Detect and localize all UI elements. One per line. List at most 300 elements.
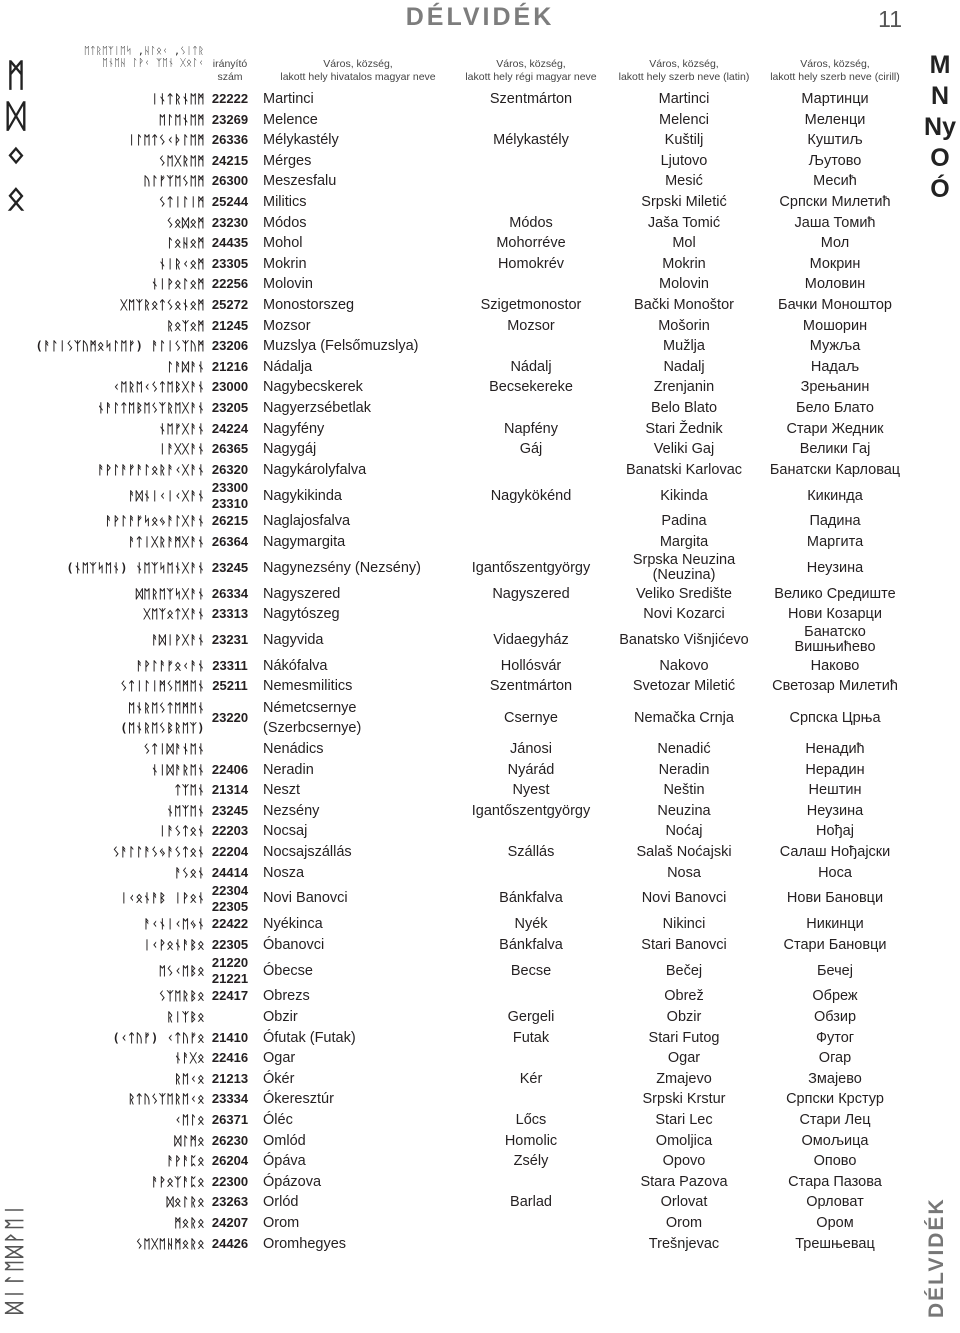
cell-zip: 23263 <box>211 1194 249 1210</box>
cell-old: Gergeli <box>507 1009 555 1026</box>
cell-rune: ᚱᛖᚲᛟ <box>174 1071 205 1086</box>
table-row <box>0 625 960 656</box>
cell-lat: Zrenjanin <box>653 379 715 396</box>
cell-cyr: Мокрин <box>809 255 861 272</box>
cell-lat: Zmajevo <box>656 1070 712 1087</box>
cell-cyr: Нештин <box>808 782 862 799</box>
cell-lat: Orlovat <box>660 1194 708 1211</box>
cell-name: Nocsaj <box>263 823 308 840</box>
cell-zip: 21216 <box>211 358 249 374</box>
cell-old: Futak <box>512 1029 550 1046</box>
table-row <box>0 377 960 398</box>
cell-zip: 26364 <box>211 534 249 550</box>
cell-cyr: Стари Жедник <box>786 420 884 437</box>
cell-rune: ᚲᛖᛚᛟ <box>174 1113 205 1128</box>
cell-rune: ᛗᛟᚱᛟ <box>174 1216 205 1231</box>
cell-lat: Mesić <box>665 173 703 190</box>
cell-rune: ᛊᛖᚷᚱᛖᛗ <box>158 153 205 168</box>
cell-lat: Mokrin <box>662 255 706 272</box>
cell-name: Nagyerzsébetlak <box>263 400 371 417</box>
cell-cyr: Банатско Вишњићево <box>794 623 876 656</box>
cell-zip: 26334 <box>211 585 249 601</box>
cell-old: Vidaegyház <box>493 632 569 649</box>
table-row <box>0 584 960 605</box>
side-letter: Ó <box>930 175 950 203</box>
cell-rune: ᛊᛟᛞᛟᛗ <box>166 215 205 230</box>
cell-zip: 26215 <box>211 513 249 529</box>
table-row <box>0 89 960 110</box>
cell-rune: ᛊᛏᛁᛚᛁᛗᛊᛖᛗᛖᚾ <box>120 679 205 694</box>
cell-old: Szentmárton <box>489 91 573 108</box>
cell-rune: ᚱᛁᛉᛒᛟ <box>166 1010 205 1025</box>
cell-zip: 24435 <box>211 235 249 251</box>
cell-cyr: Носа <box>818 864 852 881</box>
cell-lat: Mošorin <box>658 317 710 334</box>
cell-cyr: Неузина <box>806 802 864 819</box>
cell-lat: Stari Futog <box>648 1029 720 1046</box>
cell-name: Nagybecskerek <box>263 379 363 396</box>
cell-name: Nagynezsény (Nezsény) <box>263 559 421 576</box>
table-row <box>0 254 960 275</box>
cell-old: Nyárád <box>507 761 555 778</box>
table-row <box>0 553 960 584</box>
cell-zip: 23220 <box>211 709 249 725</box>
cell-rune: ᛖᛚᛖᚾᛖᛗ <box>158 112 205 127</box>
cell-cyr: Светозар Милетић <box>772 678 898 695</box>
cell-name: Mélykastély <box>263 132 339 149</box>
cell-cyr: Нови Бановци <box>786 890 884 907</box>
cell-cyr: Футог <box>815 1029 855 1046</box>
cell-rune: ᚨᚹᛟᛉᚨᛈᛟ <box>151 1174 205 1189</box>
cell-lat: Neštin <box>663 782 705 799</box>
table-row <box>0 1028 960 1049</box>
table-row <box>0 460 960 481</box>
table-row <box>0 130 960 151</box>
table-row <box>0 1069 960 1090</box>
cell-rune: ᛊᛉᛖᚱᛒᛟ <box>158 989 205 1004</box>
cell-old: Homolic <box>504 1132 558 1149</box>
cell-lat: Bački Monoštor <box>634 297 734 314</box>
cell-cyr: Орловат <box>806 1194 864 1211</box>
table-row <box>0 511 960 532</box>
cell-zip: 23205 <box>211 400 249 416</box>
cell-name: Neradin <box>263 761 314 778</box>
cell-name: Nagygáj <box>263 441 317 458</box>
column-header-runic <box>44 46 204 70</box>
cell-name: Nagykárolyfalva <box>263 461 367 478</box>
cell-cyr: Нерадин <box>805 761 865 778</box>
cell-rune: ᚾᛖᛉᛖᚾ <box>166 803 205 818</box>
table-row <box>0 480 960 511</box>
table-row <box>0 1151 960 1172</box>
cell-rune: ᛚᚨᛞᚨᚾ <box>166 359 205 374</box>
vertical-runic-label: ᛞᛁᛚᛖᛞᚹᛖᛁ <box>2 1202 26 1314</box>
table-row <box>0 760 960 781</box>
cell-rune: ᚨᛏᛁᚷᚱᚨᛗᚷᚨᚾ <box>127 535 205 550</box>
table-row <box>0 1131 960 1152</box>
cell-zip: 25211 <box>212 678 248 694</box>
cell-name: Nyékinca <box>263 916 323 933</box>
cell-zip: 21245 <box>211 317 249 333</box>
cell-name: Nosza <box>263 864 305 881</box>
cell-zip: 26320 <box>211 461 249 477</box>
cell-old: Kér <box>519 1070 543 1087</box>
cell-rune: ᚾᚨᛚᛏᛖᛒᛖᛊᛉᚱᛖᚷᚨᚾ <box>97 401 205 416</box>
cell-cyr: Нови Козарци <box>788 606 882 623</box>
cell-lat: Margita <box>659 534 709 551</box>
cell-zip: 22422 <box>211 916 249 932</box>
cell-name: Ókér <box>263 1070 295 1087</box>
cell-name: Obzir <box>263 1009 298 1026</box>
cell-cyr: Змајево <box>808 1070 862 1087</box>
cell-name: Nemesmilitics <box>263 678 353 695</box>
cell-rune: ᛞᛚᛗᛟ <box>174 1133 205 1148</box>
cell-cyr: Маргита <box>806 534 864 551</box>
cell-zip: 22222 <box>211 91 249 107</box>
table-row <box>0 357 960 378</box>
cell-zip: 23300 23310 <box>211 480 249 511</box>
cell-zip: 22416 <box>211 1050 249 1066</box>
cell-old: Nádalj <box>510 358 552 375</box>
side-letter: Ny <box>924 113 956 141</box>
cell-name: Nezsény <box>263 802 320 819</box>
cell-lat: Novi Kozarci <box>643 606 725 623</box>
table-row <box>0 697 960 739</box>
cell-zip: 22300 <box>211 1173 249 1189</box>
cell-lat: Banatski Karlovac <box>625 461 743 478</box>
cell-lat: Molovin <box>659 276 709 293</box>
cell-name: Novi Banovci <box>263 890 348 907</box>
cell-rune: ᛖᚾᚱᛖᛊᛏᛖᛗᛖᚾ (ᛖᚾᚱᛖᛊᛒᚱᛖᛉ) <box>120 701 205 735</box>
table-row <box>0 1110 960 1131</box>
cell-lat: Svetozar Miletić <box>632 678 736 695</box>
table-row <box>0 316 960 337</box>
cell-rune: ᚾᛁᛞᚨᚱᛖᚾ <box>151 762 205 777</box>
cell-lat: Ljutovo <box>660 152 708 169</box>
cell-lat: Opovo <box>662 1153 706 1170</box>
table-row <box>0 1048 960 1069</box>
cell-cyr: Салаш Нођајски <box>779 844 891 861</box>
cell-old: Becse <box>510 962 552 979</box>
cell-name: Németcsernye (Szerbcsernye) <box>263 700 362 736</box>
cell-lat: Veliki Gaj <box>653 441 715 458</box>
side-letter: N <box>930 82 950 110</box>
cell-rune: ᛞᛟᛚᚱᛟ <box>166 1195 205 1210</box>
cell-zip: 24215 <box>211 152 249 168</box>
cell-lat: Stari Banovci <box>641 936 727 953</box>
cell-name: Nádalja <box>263 358 313 375</box>
table-row <box>0 110 960 131</box>
cell-rune: ᚨᚹᛚᚨᚠᚨᛚᛟᚱᚨᚲᚷᚨᚾ <box>97 462 205 477</box>
cell-rune: (ᚨᛚᛁᛊᛉᚢᛗᛟᛋᛚᛖᚠ) ᚨᛚᛁᛊᛉᚢᛗ <box>35 339 205 354</box>
cell-cyr: Опово <box>813 1153 857 1170</box>
cell-lat: Ogar <box>667 1050 701 1067</box>
table-row <box>0 233 960 254</box>
cell-zip: 26230 <box>211 1132 249 1148</box>
table-row <box>0 935 960 956</box>
cell-cyr: Стари Лец <box>799 1112 871 1129</box>
table-row <box>0 295 960 316</box>
table-row <box>0 532 960 553</box>
cell-rune: (ᚾᛖᛉᛋᛖᚾ) ᚾᛖᛉᛋᛖᚾᚷᚨᚾ <box>66 560 205 575</box>
cell-rune: ᚲᛖᚱᛖᚲᛊᛏᛖᛒᚷᚨᚾ <box>112 380 205 395</box>
cell-name: Ófutak (Futak) <box>263 1029 356 1046</box>
cell-old: Bánkfalva <box>499 936 563 953</box>
side-letter: O <box>930 144 950 172</box>
table-row <box>0 1213 960 1234</box>
cell-lat: Nemačka Crnja <box>634 709 734 726</box>
cell-old: Csernye <box>504 709 558 726</box>
cell-rune: ᛊᛖᚷᛖᚺᛗᛟᚱᛟ <box>135 1236 205 1251</box>
table-row <box>0 739 960 760</box>
cell-rune: ᛏᛉᛖᚾ <box>174 783 205 798</box>
table-row <box>0 274 960 295</box>
cell-zip: 25244 <box>211 194 249 210</box>
cell-old: Hollósvár <box>500 657 562 674</box>
cell-lat: Srpska Neuzina (Neuzina) <box>632 551 736 584</box>
cell-rune: ᛊᛏᛁᛞᚨᚾᛖᚾ <box>143 742 205 757</box>
cell-zip: 24426 <box>211 1235 249 1251</box>
cell-lat: Noćaj <box>665 823 703 840</box>
table-row <box>0 604 960 625</box>
cell-zip: 23245 <box>211 802 249 818</box>
cell-old: Jánosi <box>510 741 552 758</box>
cell-rune: ᛚᛟᚺᛟᛗ <box>166 236 205 251</box>
cell-zip: 26371 <box>211 1112 249 1128</box>
cell-name: Ópázova <box>263 1173 322 1190</box>
cell-lat: Obzir <box>666 1009 702 1026</box>
cell-name: Ogar <box>263 1050 296 1067</box>
cell-name: Óléc <box>263 1112 293 1129</box>
cell-rune: ᛊᚨᛚᛚᚨᛊᛃᚨᛊᛏᛟᚾ <box>112 845 205 860</box>
table-row <box>0 955 960 986</box>
cell-rune: (ᚲᛏᚢᚠ) ᚲᛏᚢᚠᛟ <box>112 1030 205 1045</box>
cell-lat: Novi Banovci <box>641 890 727 907</box>
cell-rune: ᛁᚨᚷᚷᚨᚾ <box>158 442 205 457</box>
column-header-serb-latin: Város, község, lakott hely szerb neve (latin) <box>618 58 750 83</box>
cell-old: Igantőszentgyörgy <box>471 559 591 576</box>
table-row <box>0 1234 960 1255</box>
cell-old: Nagyszered <box>492 585 570 602</box>
cell-rune: ᛁᚾᛏᚱᚾᛖᛗ <box>151 92 205 107</box>
cell-name: Nagytószeg <box>263 606 340 623</box>
cell-name: Nagyvida <box>263 632 324 649</box>
cell-cyr: Надаљ <box>810 358 860 375</box>
cell-name: Orom <box>263 1215 300 1232</box>
cell-rune: ᚨᛞᚾᛁᚲᛁᚲᚷᚨᚾ <box>127 488 205 503</box>
cell-zip: 23313 <box>211 606 249 622</box>
table-row <box>0 801 960 822</box>
cell-zip: 26365 <box>211 441 249 457</box>
cell-cyr: Зрењанин <box>800 379 870 396</box>
cell-lat: Kikinda <box>660 487 708 504</box>
cell-lat: Mol <box>672 235 696 252</box>
cell-rune: ᛊᛏᛁᛚᛁᛗ <box>158 195 205 210</box>
cell-zip: 23206 <box>211 338 249 354</box>
cell-cyr: Ором <box>816 1215 854 1232</box>
cell-name: Nagymargita <box>263 534 346 551</box>
cell-cyr: Мол <box>820 235 850 252</box>
cell-zip: 22305 <box>211 936 249 952</box>
cell-old: Mélykastély <box>493 132 569 149</box>
cell-lat: Nenadić <box>657 741 711 758</box>
table-row <box>0 842 960 863</box>
cell-name: Mokrin <box>263 255 307 272</box>
cell-name: Nagyszered <box>263 585 341 602</box>
cell-cyr: Велико Средиште <box>774 585 896 602</box>
table-row <box>0 151 960 172</box>
page-title: DÉLVIDÉK <box>405 3 555 31</box>
cell-name: Nocsajszállás <box>263 844 352 861</box>
cell-cyr: Стара Пазова <box>788 1173 882 1190</box>
cell-old: Lőcs <box>515 1112 547 1129</box>
cell-old: Szigetmonostor <box>480 297 582 314</box>
cell-cyr: Неузина <box>806 559 864 576</box>
cell-name: Militics <box>263 194 307 211</box>
cell-zip: 23334 <box>211 1091 249 1107</box>
table-row <box>0 821 960 842</box>
cell-cyr: Огар <box>818 1050 852 1067</box>
table-row <box>0 780 960 801</box>
cell-lat: Stari Žednik <box>645 420 723 437</box>
table-row <box>0 171 960 192</box>
cell-cyr: Бело Блато <box>796 400 874 417</box>
cell-lat: Belo Blato <box>650 400 718 417</box>
cell-lat: Melenci <box>659 111 709 128</box>
cell-name: Muzslya (Felsőmuzslya) <box>263 338 419 355</box>
cell-old: Módos <box>509 214 553 231</box>
table-row <box>0 439 960 460</box>
cell-name: Martinci <box>263 91 314 108</box>
table-row <box>0 863 960 884</box>
cell-zip: 23245 <box>211 559 249 575</box>
cell-rune: ᚨᛊᛟᚾ <box>174 865 205 880</box>
cell-rune: ᛁᚲᚹᛟᚾᚨᛒᛟ <box>143 937 205 952</box>
cell-cyr: Бечеј <box>817 962 853 979</box>
cell-rune: ᚨᚹᚨᛈᛟ <box>166 1154 205 1169</box>
cell-cyr: Омољица <box>801 1132 869 1149</box>
cell-zip: 23305 <box>211 255 249 271</box>
table-row <box>0 1089 960 1110</box>
table-row <box>0 192 960 213</box>
cell-lat: Srpski Krstur <box>642 1091 726 1108</box>
side-letter: ᛜ <box>6 139 26 175</box>
cell-rune: ᛖᛊᚲᛖᛒᛟ <box>158 963 205 978</box>
cell-cyr: Српски Милетић <box>779 194 891 211</box>
cell-zip: 24207 <box>211 1215 249 1231</box>
cell-old: Mozsor <box>507 317 555 334</box>
cell-old: Szállás <box>507 844 555 861</box>
cell-zip: 22203 <box>211 823 249 839</box>
cell-lat: Veliko Središte <box>636 585 732 602</box>
cell-zip: 22406 <box>211 761 249 777</box>
table-row <box>0 914 960 935</box>
cell-cyr: Куштиљ <box>807 132 863 149</box>
cell-cyr: Меленци <box>804 111 866 128</box>
cell-lat: Omoljica <box>655 1132 713 1149</box>
cell-name: Óbecse <box>263 962 313 979</box>
cell-rune: ᚷᛖᛉᛟᛏᚷᚨᚾ <box>143 607 205 622</box>
vertical-region-label: DÉLVIDÉK <box>925 1197 948 1318</box>
cell-name: Mérges <box>263 152 312 169</box>
cell-lat: Neradin <box>658 761 710 778</box>
table-row <box>0 656 960 677</box>
cell-name: Monostorszeg <box>263 297 355 314</box>
table-row <box>0 336 960 357</box>
column-header-serb-cyrillic: Város, község, lakott hely szerb neve (cirill) <box>770 58 900 83</box>
cell-lat: Stara Pazova <box>640 1173 728 1190</box>
cell-name: Molovin <box>263 276 313 293</box>
cell-rune: ᛁᚲᛟᚾᚨᛒ ᛁᚹᛟᚾ <box>120 891 205 906</box>
cell-zip: 24414 <box>211 864 249 880</box>
cell-zip: 21314 <box>211 782 249 798</box>
cell-cyr: Моловин <box>804 276 866 293</box>
cell-name: Mohol <box>263 235 303 252</box>
cell-old: Becsekereke <box>489 379 573 396</box>
cell-old: Homokrév <box>497 255 565 272</box>
cell-name: Orlód <box>263 1194 299 1211</box>
cell-lat: Nikinci <box>662 916 706 933</box>
cell-rune: ᚨᚹᛚᚨᚠᛋᛟᛃᚨᛚᚷᚨᚾ <box>104 514 205 529</box>
cell-name: Ópáva <box>263 1153 306 1170</box>
cell-lat: Nosa <box>667 864 701 881</box>
table-row <box>0 883 960 914</box>
cell-zip: 22304 22305 <box>211 883 249 914</box>
cell-cyr: Велики Гај <box>799 441 871 458</box>
cell-old: Nagykökénd <box>490 487 572 504</box>
cell-rune: ᛞᛖᚱᛖᛉᛋᚷᚨᚾ <box>135 586 205 601</box>
cell-cyr: Трешњевац <box>795 1235 875 1252</box>
cell-rune: ᚨᚹᛚᚨᚠᛟᚲᚨᚾ <box>135 658 205 673</box>
cell-rune: ᚱᛏᚢᛊᛉᛖᚱᛖᚲᛟ <box>127 1092 205 1107</box>
cell-rune: ᚢᛚᚠᛉᛖᛊᛖᛗ <box>143 174 205 189</box>
cell-zip: 23269 <box>211 111 249 127</box>
cell-zip: 22204 <box>211 844 249 860</box>
cell-cyr: Српска Црња <box>789 709 881 726</box>
cell-rune: ᚾᛁᚹᛟᛚᛟᛗ <box>151 277 205 292</box>
cell-old: Napfény <box>503 420 558 437</box>
cell-zip: 23000 <box>211 379 249 395</box>
cell-name: Meszesfalu <box>263 173 337 190</box>
cell-lat: Martinci <box>658 91 710 108</box>
cell-cyr: Кикинда <box>807 487 863 504</box>
cell-name: Oromhegyes <box>263 1235 347 1252</box>
cell-rune: ᚱᛟᛉᛟᛗ <box>166 318 205 333</box>
cell-lat: Bečej <box>665 962 703 979</box>
cell-old: Nyest <box>512 782 550 799</box>
cell-cyr: Наково <box>810 657 860 674</box>
runic-header-line1: ᛖᛏᚱᛖᛉᛁᛖᛋ ,ᚺᛚᛟᚲ ,ᛊᛁᛏᚱ <box>83 46 204 57</box>
side-letter: ᛗ <box>6 57 26 93</box>
cell-rune: ᚾᛁᚱᚲᛟᛗ <box>158 256 205 271</box>
cell-lat: Srpski Miletić <box>641 194 727 211</box>
table-row <box>0 213 960 234</box>
table-row <box>0 986 960 1007</box>
cell-name: Módos <box>263 214 307 231</box>
cell-old: Mohorréve <box>496 235 566 252</box>
cell-zip: 23231 <box>211 632 249 648</box>
cell-old: Szentmárton <box>489 678 573 695</box>
cell-cyr: Јаша Томић <box>794 214 876 231</box>
cell-lat: Stari Lec <box>655 1112 713 1129</box>
cell-name: Obrezs <box>263 988 310 1005</box>
cell-zip: 26300 <box>211 173 249 189</box>
cell-name: Neszt <box>263 782 301 799</box>
cell-zip: 22417 <box>211 988 249 1004</box>
cell-zip: 23230 <box>211 214 249 230</box>
cell-cyr: Никинци <box>806 916 864 933</box>
cell-rune: ᚾᚨᚷᛟ <box>174 1051 205 1066</box>
